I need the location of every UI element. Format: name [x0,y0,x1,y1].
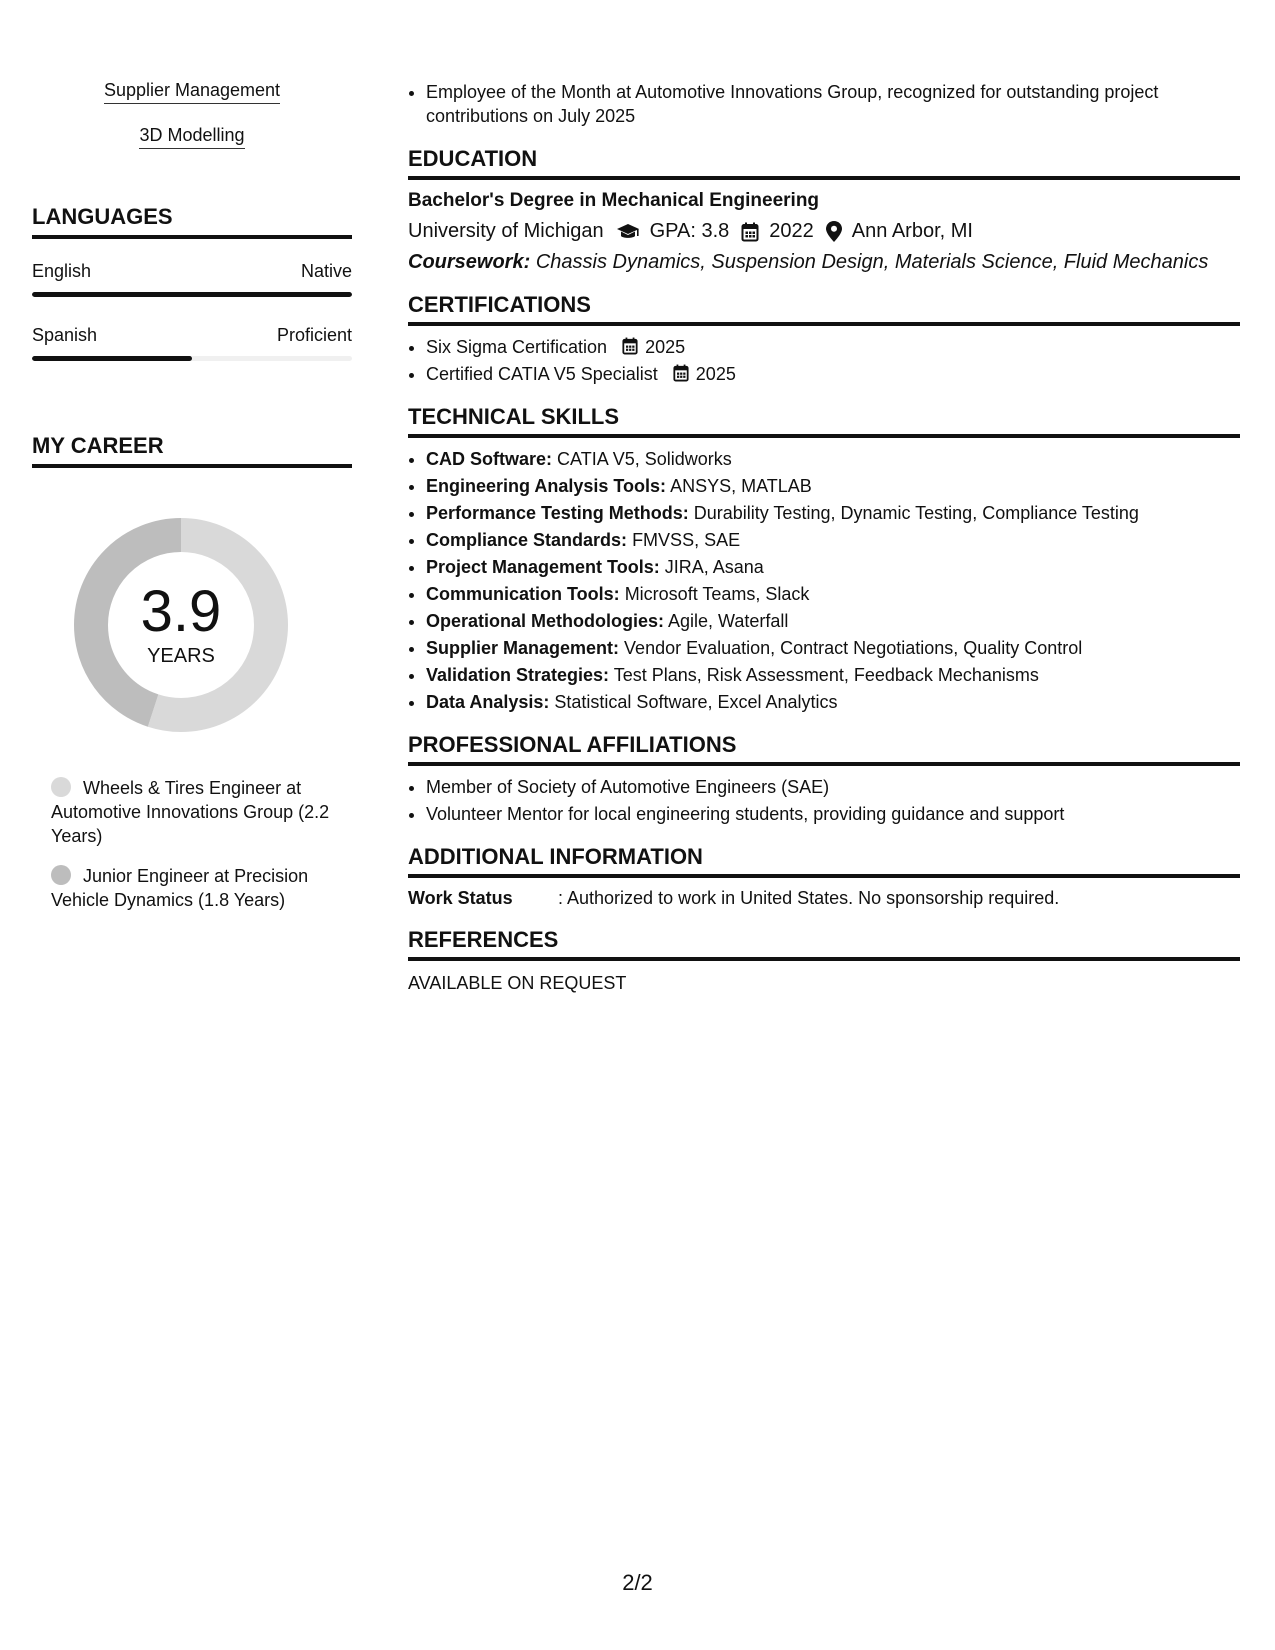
list-item: • CAD Software: CATIA V5, Solidworks [426,446,1240,473]
coursework-label: Coursework: [408,251,531,273]
map-pin-icon [826,221,842,242]
references-heading: REFERENCES [408,927,1240,961]
work-status [408,888,1240,909]
certifications-list [408,334,1240,388]
career-total-unit: YEARS [147,644,215,667]
coursework-value: Chassis Dynamics, Suspension Design, Materials Science, Fluid Mechanics [535,251,1209,273]
list-item: • Six Sigma Certification 2025 [426,334,1240,361]
career-heading: MY CAREER [32,433,352,468]
certifications-heading: CERTIFICATIONS [408,292,1240,326]
work-status-value: : Authorized to work in United States. No sponsorship required. [558,888,1060,908]
calendar-icon [741,222,759,242]
graduation-cap-icon [616,223,640,241]
career-total-years: 3.9 [140,578,222,644]
list-item: • Operational Methodologies: Agile, Waterfall [426,608,1240,635]
career-item: Junior Engineer at Precision Vehicle Dynamics (1.8 Years) [51,866,309,910]
skill-tag: Supplier Management [32,80,352,106]
list-item: • Performance Testing Methods: Durability Testing, Dynamic Testing, Compliance Testing [426,500,1240,527]
school-name: University of Michigan [408,220,604,242]
language-proficiency-fill [32,292,352,297]
list-item: • Communication Tools: Microsoft Teams, Slack [426,581,1240,608]
sidebar [32,80,352,928]
list-item: • Validation Strategies: Test Plans, Risk Assessment, Feedback Mechanisms [426,662,1240,689]
additional-info-heading: ADDITIONAL INFORMATION [408,844,1240,878]
career-legend-dot [51,777,71,797]
graduation-year: 2022 [769,220,814,242]
language-proficiency-bar [32,356,352,361]
language-name: English [32,261,92,281]
gpa: GPA: 3.8 [649,220,730,242]
career-item: Wheels & Tires Engineer at Automotive Innovations Group (2.2 Years) [51,778,330,846]
education-heading: EDUCATION [408,146,1240,180]
list-item: • Member of Society of Automotive Engineers (SAE) [426,774,1240,801]
calendar-icon [673,364,689,382]
list-item: • Data Analysis: Statistical Software, Excel Analytics [426,689,1240,716]
language-level: Proficient [276,325,352,345]
affiliations-list [408,774,1240,828]
degree-title: Bachelor's Degree in Mechanical Engineering [408,190,820,211]
languages-heading: LANGUAGES [32,204,352,239]
page-number: 2/2 [622,1570,653,1595]
list-item: • Volunteer Mentor for local engineering students, providing guidance and support [426,801,1240,828]
coursework [408,251,1240,274]
list-item: • Project Management Tools: JIRA, Asana [426,554,1240,581]
list-item: • Employee of the Month at Automotive Innovations Group, recognized for outstanding project contributions on July 2025 [426,80,1240,128]
award-list [408,80,1240,128]
list-item: • Supplier Management: Vendor Evaluation, Contract Negotiations, Quality Control [426,635,1240,662]
list-item: • Compliance Standards: FMVSS, SAE [426,527,1240,554]
career-legend-dot [51,865,71,885]
language-level: Native [300,261,352,281]
language-entry [32,261,352,297]
affiliations-heading: PROFESSIONAL AFFILIATIONS [408,732,1240,766]
school-location: Ann Arbor, MI [851,220,973,242]
calendar-icon [622,337,638,355]
main-content [408,80,1240,994]
language-entry [32,325,352,361]
education-details [408,220,1240,243]
work-status-label: Work Status [408,888,513,908]
list-item: • Engineering Analysis Tools: ANSYS, MATLAB [426,473,1240,500]
language-name: Spanish [32,325,98,345]
skill-tag: 3D Modelling [32,125,352,151]
language-proficiency-fill [32,356,192,361]
list-item: • Certified CATIA V5 Specialist 2025 [426,361,1240,388]
technical-skills-list [408,446,1240,716]
language-proficiency-bar [32,292,352,297]
references-text: AVAILABLE ON REQUEST [408,973,627,993]
technical-skills-heading: TECHNICAL SKILLS [408,404,1240,438]
career-donut-chart [66,510,296,740]
